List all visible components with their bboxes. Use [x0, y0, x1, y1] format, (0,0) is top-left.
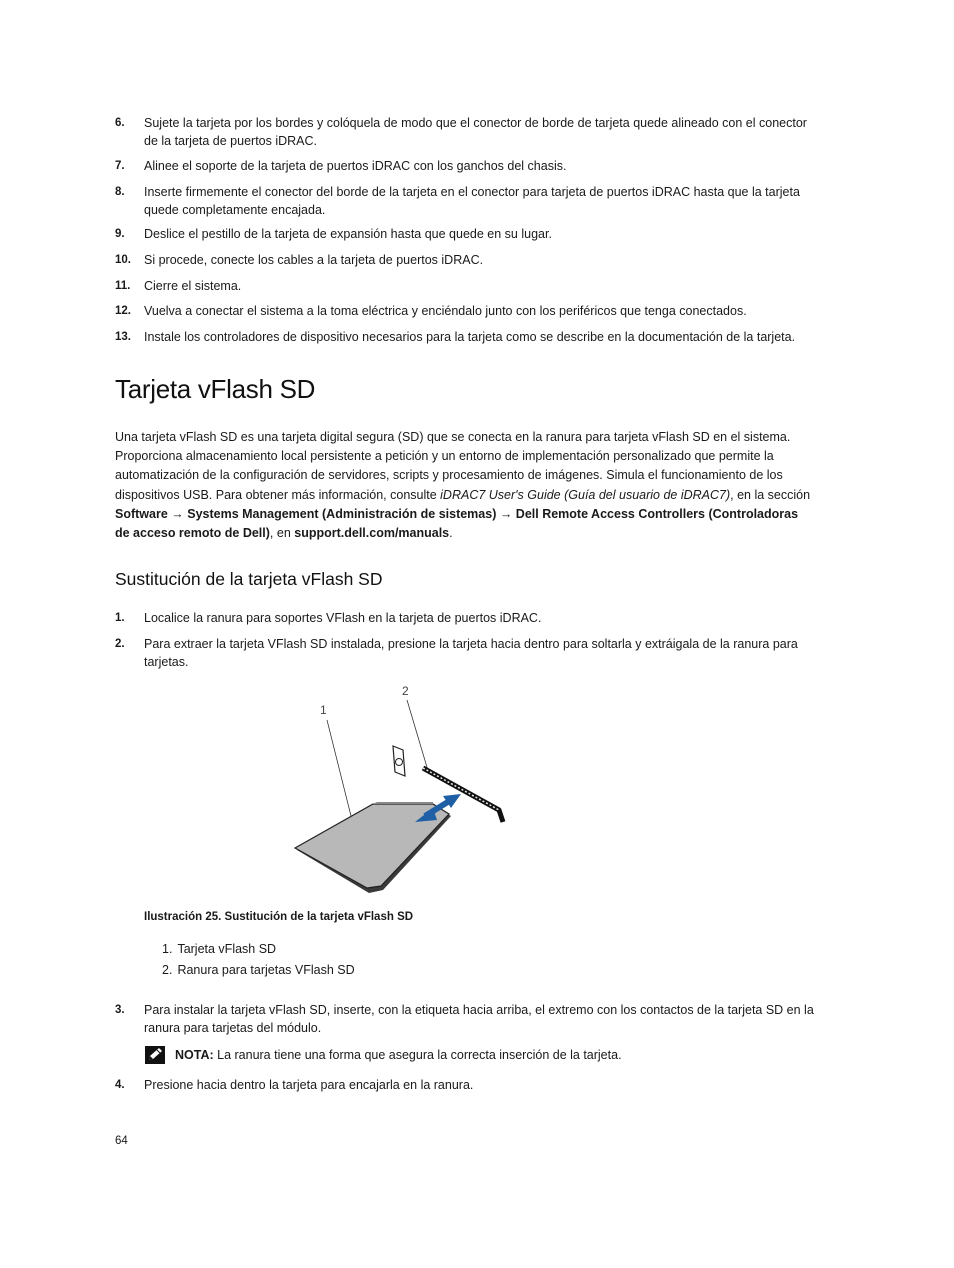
- paragraph-text: , en la sección: [730, 487, 811, 502]
- step-4: [115, 1076, 815, 1094]
- support-link[interactable]: support.dell.com/manuals: [294, 526, 450, 541]
- leader-line-1: [327, 720, 351, 816]
- step-2: [115, 635, 815, 671]
- paragraph-text: .: [449, 526, 453, 541]
- legend-number: 2.: [162, 963, 173, 977]
- step-number: 2.: [115, 638, 125, 650]
- paragraph-text: , en: [269, 526, 295, 541]
- page-number: 64: [115, 1135, 128, 1147]
- note-text: [175, 1046, 622, 1064]
- step-number: 12.: [115, 305, 131, 317]
- legend-item-2: [162, 963, 355, 977]
- legend-item-1: [162, 942, 276, 956]
- sd-logo-icon: [393, 746, 405, 776]
- note-body: La ranura tiene una forma que asegura la correcta inserción de la tarjeta.: [213, 1048, 622, 1062]
- guide-reference: iDRAC7 User's Guide (Guía del usuario de iDRAC7): [440, 487, 731, 502]
- step-10: [115, 251, 815, 269]
- step-13: [115, 328, 815, 346]
- step-number: 3.: [115, 1004, 125, 1016]
- section-title: Tarjeta vFlash SD: [115, 374, 316, 404]
- step-11: [115, 277, 815, 295]
- note-label: NOTA:: [175, 1048, 214, 1062]
- legend-number: 1.: [162, 942, 173, 956]
- step-text: Sujete la tarjeta por los bordes y colóquela de modo que el conector de borde de tarjeta quede alineado con el conector de la tarjeta de puertos iDRAC.: [144, 116, 807, 148]
- step-text: Deslice el pestillo de la tarjeta de expansión hasta que quede en su lugar.: [144, 227, 552, 241]
- step-9: [115, 225, 815, 243]
- sd-card-figure: [285, 678, 525, 898]
- step-text: Para instalar la tarjeta vFlash SD, inserte, con la etiqueta hacia arriba, el extremo con los contactos de la tarjeta SD en la ranura para tarjetas del módulo.: [144, 1003, 814, 1035]
- legend-text: Ranura para tarjetas VFlash SD: [177, 963, 355, 977]
- step-1: [115, 609, 815, 627]
- section-paragraph: [115, 428, 815, 543]
- leader-line-2: [407, 700, 429, 774]
- step-12: [115, 302, 815, 320]
- menu-path: Software → Systems Management (Administración de sistemas) → Dell Remote Access Controllers (Controladoras de acceso remoto de Dell): [115, 506, 799, 541]
- step-number: 7.: [115, 160, 125, 172]
- step-number: 10.: [115, 254, 131, 266]
- step-text: Instale los controladores de dispositivo necesarios para la tarjeta como se describe en la documentación de la tarjeta.: [144, 330, 796, 344]
- callout-2: 2: [402, 684, 409, 698]
- step-number: 13.: [115, 331, 131, 343]
- step-number: 11.: [115, 280, 131, 292]
- figure-caption: Ilustración 25. Sustitución de la tarjeta vFlash SD: [144, 911, 414, 923]
- step-8: [115, 183, 815, 219]
- step-text: Localice la ranura para soportes VFlash en la tarjeta de puertos iDRAC.: [144, 611, 542, 625]
- step-number: 4.: [115, 1079, 125, 1091]
- step-text: Alinee el soporte de la tarjeta de puertos iDRAC con los ganchos del chasis.: [144, 159, 567, 173]
- step-number: 6.: [115, 117, 125, 129]
- step-text: Vuelva a conectar el sistema a la toma eléctrica y enciéndalo junto con los periféricos que tenga conectados.: [144, 304, 747, 318]
- step-text: Inserte firmemente el conector del borde de la tarjeta en el conector para tarjeta de puertos iDRAC hasta que la tarjeta quede completamente encajada.: [144, 185, 800, 217]
- step-number: 1.: [115, 612, 125, 624]
- step-text: Presione hacia dentro la tarjeta para encajarla en la ranura.: [144, 1078, 474, 1092]
- note-pencil-icon: [144, 1045, 166, 1065]
- step-7: [115, 157, 815, 175]
- step-text: Si procede, conecte los cables a la tarjeta de puertos iDRAC.: [144, 253, 484, 267]
- step-3: [115, 1001, 815, 1037]
- callout-1: 1: [320, 703, 327, 717]
- paragraph-text: Una tarjeta vFlash SD es una tarjeta digital segura (SD) que se conecta en la ranura para tarjeta vFlash SD en el sistema. Proporciona almacenamiento local persistente a petición y un entorno de implementación personalizado que permite la automatización de la configuración de servidores, scripts y procesamiento de imágenes. Simula el funcionamiento de los dispositivos USB. Para obtener más información, consulte: [115, 430, 791, 502]
- step-number: 9.: [115, 228, 125, 240]
- step-text: Cierre el sistema.: [144, 279, 242, 293]
- subsection-title: Sustitución de la tarjeta vFlash SD: [115, 569, 383, 589]
- step-6: [115, 114, 815, 150]
- step-number: 8.: [115, 186, 125, 198]
- legend-text: Tarjeta vFlash SD: [177, 942, 277, 956]
- step-text: Para extraer la tarjeta VFlash SD instalada, presione la tarjeta hacia dentro para soltarla y extráigala de la ranura para tarjetas.: [144, 637, 798, 669]
